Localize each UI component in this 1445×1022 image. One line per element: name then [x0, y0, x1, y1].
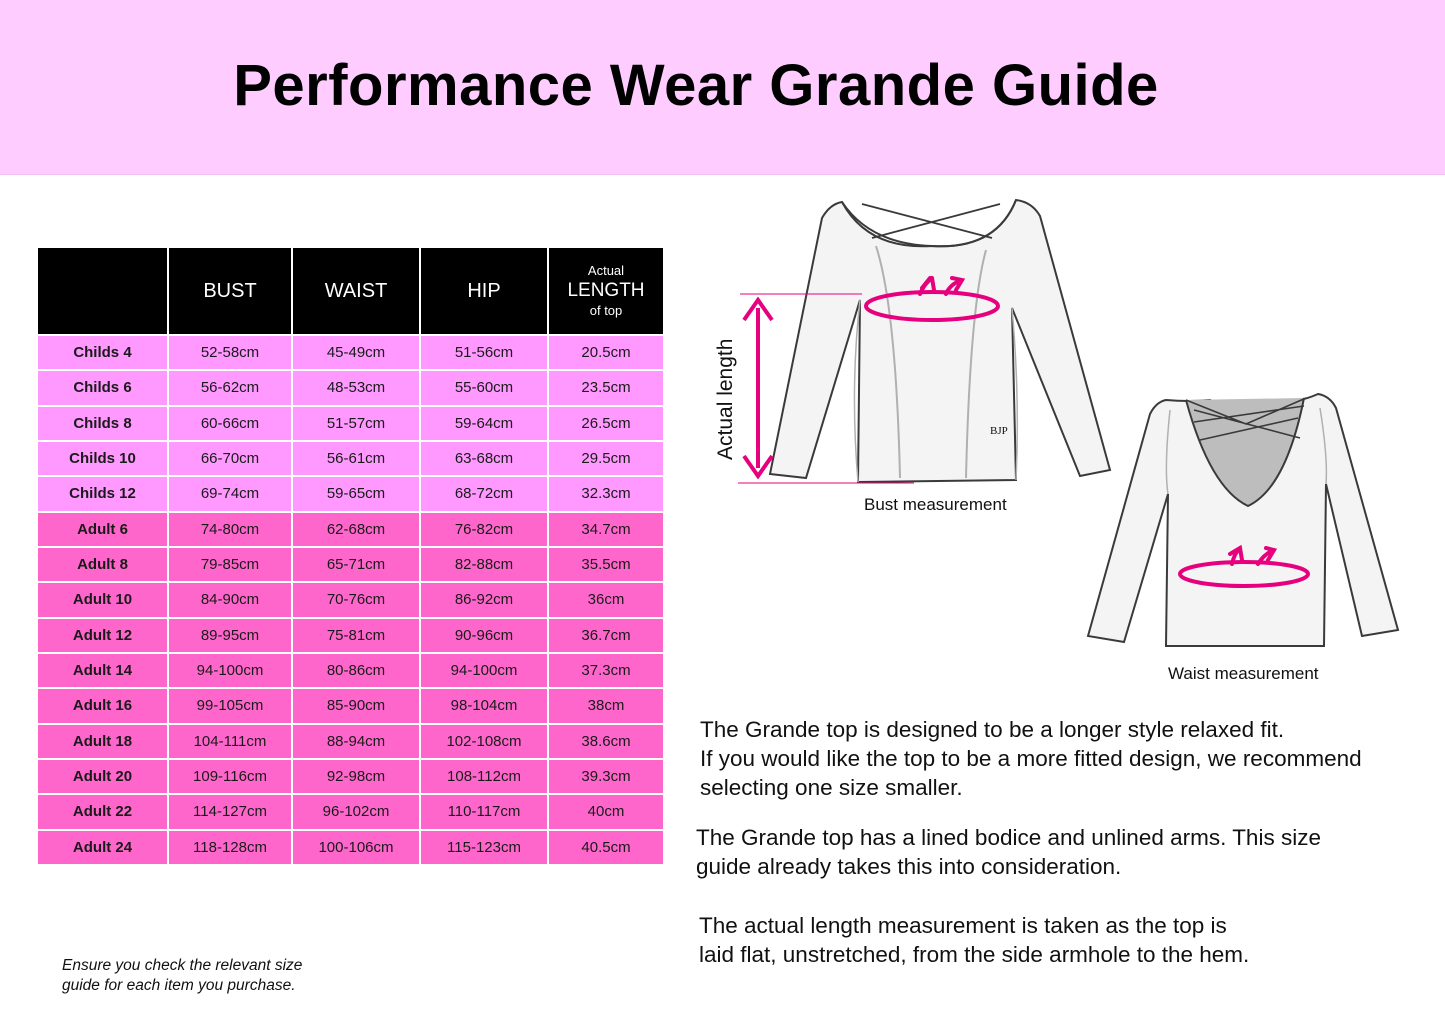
waist-cell: 48-53cm [292, 370, 420, 405]
fit-note-line: selecting one size smaller. [700, 775, 963, 800]
size-label: Adult 20 [37, 759, 168, 794]
header-length [548, 247, 664, 335]
header-length-top: Actual [587, 263, 625, 278]
table-row [37, 476, 664, 511]
header-waist: WAIST [292, 247, 420, 335]
length-cell: 23.5cm [548, 370, 664, 405]
table-header-row [37, 247, 664, 335]
length-cell: 36.7cm [548, 618, 664, 653]
bust-cell: 52-58cm [168, 335, 292, 370]
length-cell: 39.3cm [548, 759, 664, 794]
header-length-main: LENGTH [567, 280, 645, 301]
length-cell: 29.5cm [548, 441, 664, 476]
table-row [37, 441, 664, 476]
waist-cell: 100-106cm [292, 830, 420, 865]
length-note-line: The actual length measurement is taken as the top is [699, 913, 1227, 938]
length-cell: 38.6cm [548, 724, 664, 759]
bust-cell: 66-70cm [168, 441, 292, 476]
size-label: Childs 8 [37, 406, 168, 441]
hip-cell: 94-100cm [420, 653, 548, 688]
footnote-line: guide for each item you purchase. [62, 977, 296, 994]
waist-cell: 80-86cm [292, 653, 420, 688]
table-row [37, 582, 664, 617]
footnote [62, 956, 302, 996]
length-cell: 32.3cm [548, 476, 664, 511]
fit-note-line: The Grande top is designed to be a longer style relaxed fit. [700, 717, 1285, 742]
hip-cell: 115-123cm [420, 830, 548, 865]
bust-cell: 69-74cm [168, 476, 292, 511]
bust-cell: 60-66cm [168, 406, 292, 441]
length-cell: 40cm [548, 794, 664, 829]
size-label: Childs 10 [37, 441, 168, 476]
size-label: Adult 10 [37, 582, 168, 617]
front-top-illustration [770, 200, 1110, 482]
fit-note [700, 715, 1362, 802]
header-length-bottom: of top [589, 303, 623, 318]
waist-cell: 92-98cm [292, 759, 420, 794]
size-label: Childs 4 [37, 335, 168, 370]
size-label: Adult 12 [37, 618, 168, 653]
bust-cell: 56-62cm [168, 370, 292, 405]
length-cell: 36cm [548, 582, 664, 617]
size-label: Adult 22 [37, 794, 168, 829]
length-cell: 34.7cm [548, 512, 664, 547]
size-label: Childs 12 [37, 476, 168, 511]
lining-note-line: guide already takes this into consideration. [696, 854, 1122, 879]
waist-cell: 62-68cm [292, 512, 420, 547]
hip-cell: 90-96cm [420, 618, 548, 653]
hip-cell: 59-64cm [420, 406, 548, 441]
size-label: Adult 24 [37, 830, 168, 865]
hip-cell: 86-92cm [420, 582, 548, 617]
hip-cell: 82-88cm [420, 547, 548, 582]
size-chart-table [36, 246, 665, 866]
length-cell: 38cm [548, 688, 664, 723]
bust-cell: 79-85cm [168, 547, 292, 582]
bust-cell: 84-90cm [168, 582, 292, 617]
back-top-illustration [1088, 394, 1398, 646]
table-row [37, 618, 664, 653]
bust-cell: 104-111cm [168, 724, 292, 759]
table-row [37, 759, 664, 794]
fit-note-line: If you would like the top to be a more fitted design, we recommend [700, 746, 1362, 771]
length-cell: 26.5cm [548, 406, 664, 441]
bust-cell: 74-80cm [168, 512, 292, 547]
header-bust: BUST [168, 247, 292, 335]
table-row [37, 406, 664, 441]
waist-cell: 70-76cm [292, 582, 420, 617]
bust-caption: Bust measurement [864, 495, 1007, 514]
table-row [37, 830, 664, 865]
table-row [37, 653, 664, 688]
waist-cell: 65-71cm [292, 547, 420, 582]
waist-cell: 45-49cm [292, 335, 420, 370]
size-label: Adult 6 [37, 512, 168, 547]
hip-cell: 110-117cm [420, 794, 548, 829]
waist-cell: 59-65cm [292, 476, 420, 511]
table-row [37, 794, 664, 829]
size-label: Adult 14 [37, 653, 168, 688]
size-label: Adult 16 [37, 688, 168, 723]
hip-cell: 108-112cm [420, 759, 548, 794]
hip-cell: 55-60cm [420, 370, 548, 405]
hip-cell: 68-72cm [420, 476, 548, 511]
waist-cell: 85-90cm [292, 688, 420, 723]
waist-cell: 56-61cm [292, 441, 420, 476]
table-row [37, 370, 664, 405]
waist-cell: 51-57cm [292, 406, 420, 441]
bust-cell: 118-128cm [168, 830, 292, 865]
waist-cell: 88-94cm [292, 724, 420, 759]
length-cell: 40.5cm [548, 830, 664, 865]
page-title: Performance Wear Grande Guide [233, 53, 1159, 118]
hip-cell: 98-104cm [420, 688, 548, 723]
bust-cell: 89-95cm [168, 618, 292, 653]
length-label: Actual length [714, 338, 737, 460]
length-cell: 35.5cm [548, 547, 664, 582]
table-row [37, 688, 664, 723]
lining-note [696, 823, 1321, 881]
brand-mark: BJP [990, 425, 1008, 437]
header-hip: HIP [420, 247, 548, 335]
table-row [37, 547, 664, 582]
size-label: Childs 6 [37, 370, 168, 405]
length-cell: 20.5cm [548, 335, 664, 370]
header-size-blank [37, 247, 168, 335]
size-label: Adult 18 [37, 724, 168, 759]
bust-cell: 99-105cm [168, 688, 292, 723]
footnote-line: Ensure you check the relevant size [62, 957, 303, 974]
bust-cell: 109-116cm [168, 759, 292, 794]
bust-cell: 114-127cm [168, 794, 292, 829]
table-row [37, 724, 664, 759]
hip-cell: 76-82cm [420, 512, 548, 547]
garment-diagram [700, 188, 1420, 698]
hip-cell: 51-56cm [420, 335, 548, 370]
lining-note-line: The Grande top has a lined bodice and unlined arms. This size [696, 825, 1321, 850]
waist-cell: 96-102cm [292, 794, 420, 829]
length-note [699, 911, 1249, 969]
length-cell: 37.3cm [548, 653, 664, 688]
table-row [37, 512, 664, 547]
length-note-line: laid flat, unstretched, from the side armhole to the hem. [699, 942, 1250, 967]
hip-cell: 63-68cm [420, 441, 548, 476]
bust-cell: 94-100cm [168, 653, 292, 688]
waist-cell: 75-81cm [292, 618, 420, 653]
title-banner [0, 0, 1445, 175]
size-label: Adult 8 [37, 547, 168, 582]
hip-cell: 102-108cm [420, 724, 548, 759]
table-row [37, 335, 664, 370]
waist-caption: Waist measurement [1168, 664, 1319, 683]
